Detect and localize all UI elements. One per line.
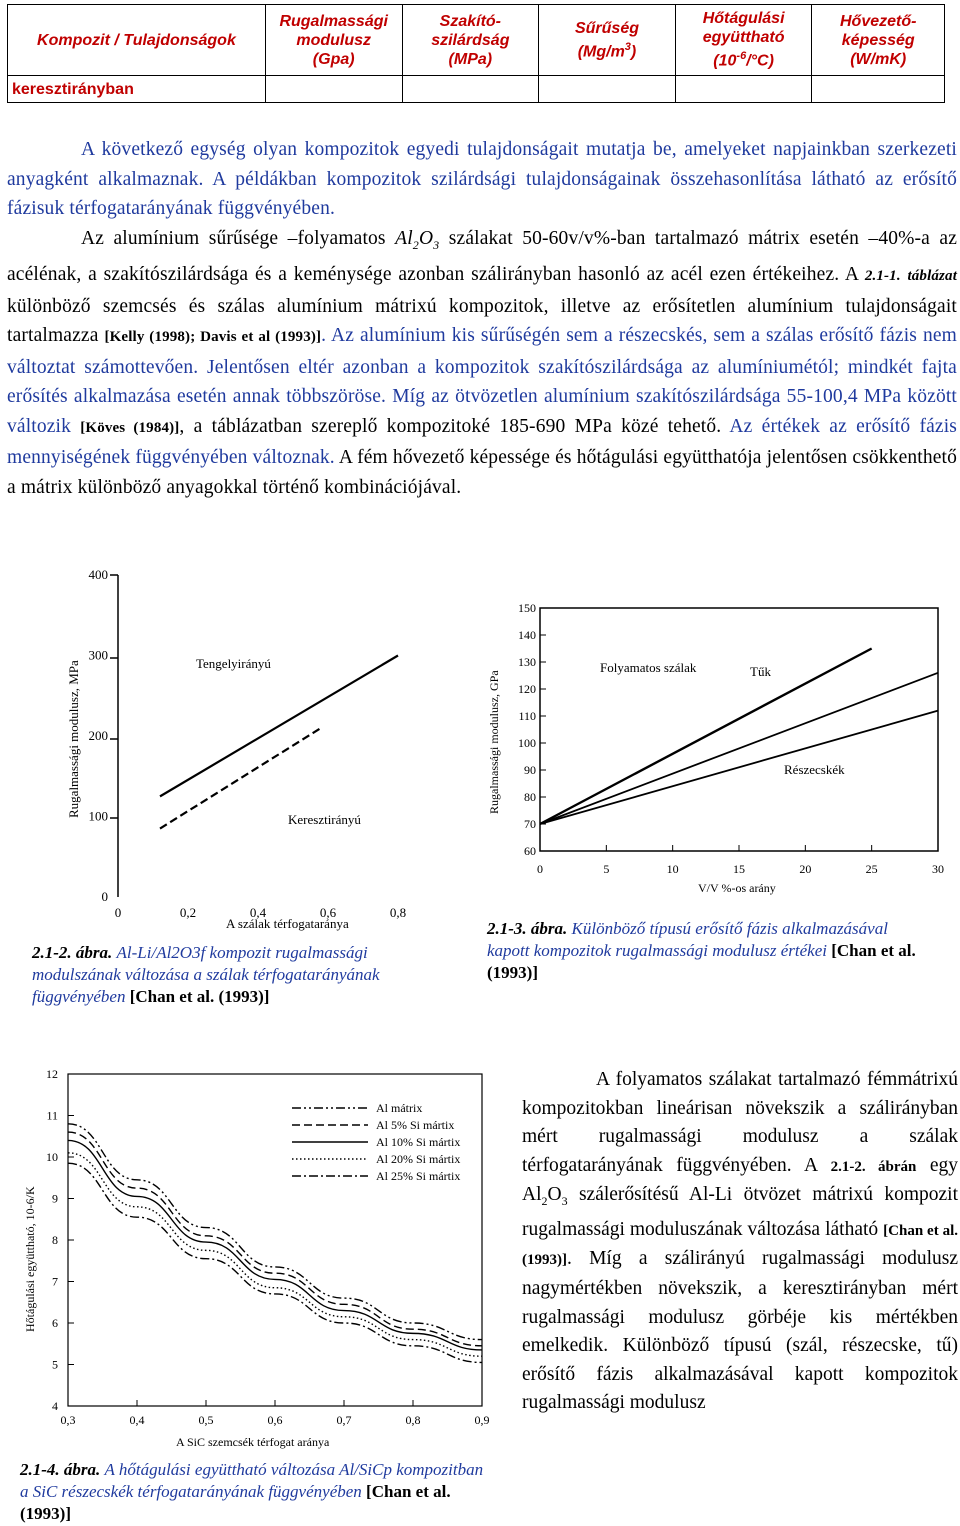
chart-2-label-continuous: Folyamatos szálak bbox=[600, 660, 697, 675]
chart-3-ytick-label: 11 bbox=[46, 1108, 58, 1123]
chart-3-ylabel: Hőtágulási együttható, 10-6/K bbox=[23, 1186, 37, 1332]
figure-2-1-2 bbox=[60, 560, 440, 940]
chart-3-yticks bbox=[46, 1067, 74, 1413]
chart-1-ylabel: Rugalmassági modulusz, MPa bbox=[66, 660, 81, 818]
chart-2-ylabel: Rugalmassági modulusz, GPa bbox=[487, 670, 501, 814]
chart-3-ytick-label: 7 bbox=[52, 1274, 58, 1289]
chart-1-ytick-label: 300 bbox=[88, 647, 108, 663]
table-row-label: keresztirányban bbox=[8, 76, 266, 103]
table-header-conductivity: Hővezető- képesség (W/mK) bbox=[812, 5, 945, 76]
chart-3-ytick-label: 5 bbox=[52, 1357, 58, 1372]
intro-paragraph: A következő egység olyan kompozitok egyedi tulajdonságait mutatja be, amelyeket napjainkban szerkezeti anyagként alkalmaznak. A példákban kompozitok szilárdsági tulajdonságainak összehasonlítása látható az erősítő fázisuk térfogatarányának függvényében. bbox=[7, 139, 957, 219]
chart-2-xtick-label: 30 bbox=[932, 862, 944, 876]
chart-3-legend-label-4: Al 25% Si mártix bbox=[376, 1169, 461, 1183]
chart-3-xtick-label: 0,7 bbox=[336, 1413, 352, 1427]
chart-2-label-particles: Részecskék bbox=[784, 762, 845, 777]
table-header-expansion: Hőtágulási együttható $(10^{-6}/^\circ C)$ bbox=[675, 5, 812, 76]
figure-2-1-3 bbox=[480, 596, 950, 906]
formula-al2o3: $Al_2O_3$ bbox=[395, 228, 440, 252]
properties-table bbox=[7, 4, 945, 103]
chart-2-ytick-label: 70 bbox=[524, 817, 536, 831]
figure-2-1-4 bbox=[0, 1062, 500, 1462]
table-header-strength: Szakító- szilárdság (MPa) bbox=[402, 5, 539, 76]
chart-1-series-label-transverse: Keresztirányú bbox=[288, 812, 361, 827]
chart-2-yticks bbox=[518, 601, 546, 858]
body-paragraph: Az alumínium sűrűsége –folyamatos $Al_2O_3$ szálakat 50-60v/v%-ban tartalmazó mátrix esetén –40%-a az acélénak, a szakítószilárdsága és a keménysége azonban szálirányban hasonló az acél ezen értékeihez. A 2.1-1. táblázat különböző szemcsés és szálas alumínium mátrixú kompozitok, illetve az erősítetlen alumínium tulajdonságait tartalmazza [Kelly (1998); Davis et al (1993)]. Az alumínium kis sűrűségén sem a részecskés, sem a szálas erősítő fázis nem változtat számottevően. Jelentősen eltér azonban a kompozitok szakítószilárdsága az alumíniumétól; mindkét fajta erősítés alkalmazása esetén annak többszöröse. Míg az ötvözetlen alumínium szakítószilárdsága 55-100,4 MPa között változik [Köves (1984)], a táblázatban szereplő kompozitoké 185-690 MPa közé tehető. Az értékek az erősítő fázis mennyiségének függvényében változnak. A fém hővezető képessége és hőtágulási együtthatója jelentősen csökkenthető a mátrix különböző anyagokkal történő kombinációjával. bbox=[7, 228, 958, 498]
chart-3-xtick-label: 0,8 bbox=[405, 1413, 421, 1427]
chart-1-series-label-axial: Tengelyirányú bbox=[196, 656, 271, 671]
chart-1-xlabel: A szálak térfogataránya bbox=[226, 916, 349, 931]
chart-3-xtick-label: 0,9 bbox=[474, 1413, 490, 1427]
chart-1-axes bbox=[110, 575, 118, 897]
chart-2-xtick-label: 20 bbox=[799, 862, 812, 876]
chart-1-xtick-label: 0,6 bbox=[319, 905, 337, 920]
chart-3-series-line-3 bbox=[68, 1153, 482, 1356]
chart-1-ytick-label: 0 bbox=[101, 889, 108, 904]
chart-1-ytick-label: 400 bbox=[88, 567, 108, 582]
chart-2-xlabel: V/V %-os arány bbox=[698, 881, 776, 895]
table-header-modulus: Rugalmassági modulusz (Gpa) bbox=[265, 5, 402, 76]
chart-2-xtick-label: 25 bbox=[865, 862, 878, 876]
chart-3-legend bbox=[292, 1101, 460, 1183]
chart-2-series-line-0 bbox=[540, 649, 872, 825]
figure-2-1-3-caption: 2.1-3. ábra. Különböző típusú erősítő fázis alkalmazásával kapott kompozitok rugalmassági modulusz értékei [Chan et al. (1993)] bbox=[487, 919, 916, 982]
chart-2-ytick-label: 140 bbox=[518, 628, 536, 642]
chart-2-xtick-label: 5 bbox=[603, 862, 610, 876]
chart-2-series-line-2 bbox=[540, 711, 938, 824]
chart-1-xtick-label: 0,2 bbox=[179, 905, 197, 920]
chart-2-ytick-label: 130 bbox=[518, 655, 536, 669]
chart-2-frame bbox=[540, 608, 938, 851]
chart-3-xtick-label: 0,3 bbox=[60, 1413, 76, 1427]
chart-1-lines bbox=[160, 656, 398, 829]
chart-3-legend-label-0: Al mátrix bbox=[376, 1101, 423, 1115]
chart-3-legend-label-1: Al 5% Si mártix bbox=[376, 1118, 455, 1132]
chart-3-series-line-4 bbox=[68, 1163, 482, 1362]
chart-3-xtick-label: 0,6 bbox=[267, 1413, 283, 1427]
chart-1-xtick-label: 0,8 bbox=[389, 905, 407, 920]
chart-2-xtick-label: 15 bbox=[733, 862, 745, 876]
chart-3-legend-label-2: Al 10% Si mártix bbox=[376, 1135, 461, 1149]
chart-3-ytick-label: 12 bbox=[46, 1067, 58, 1081]
chart-2-xtick-label: 10 bbox=[666, 862, 679, 876]
chart-3-ytick-label: 4 bbox=[52, 1399, 58, 1413]
chart-2-ytick-label: 120 bbox=[518, 682, 536, 696]
chart-2-xticks bbox=[537, 845, 944, 876]
chart-2-ytick-label: 80 bbox=[524, 790, 536, 804]
chart-3-xticks bbox=[61, 1400, 490, 1427]
table-header-composite: Kompozit / Tulajdonságok bbox=[8, 5, 266, 76]
chart-1-xtick-label: 0,4 bbox=[249, 905, 267, 920]
table-header-density: Sűrűség $(Mg/m^3)$ bbox=[539, 5, 676, 76]
chart-1-series-line-0 bbox=[160, 656, 398, 797]
chart-3-ytick-label: 8 bbox=[52, 1233, 58, 1247]
chart-3-ytick-label: 9 bbox=[52, 1191, 58, 1206]
chart-3-ytick-label: 6 bbox=[52, 1316, 58, 1330]
chart-1-ytick-label: 200 bbox=[88, 728, 108, 743]
chart-3-xtick-label: 0,4 bbox=[129, 1413, 145, 1427]
chart-3-ytick-label: 10 bbox=[46, 1150, 58, 1164]
chart-2-ytick-label: 60 bbox=[524, 844, 536, 858]
chart-2-series-line-1 bbox=[540, 673, 938, 824]
chart-2-ytick-label: 90 bbox=[524, 763, 536, 777]
formula-al2o3-right: $Al_2O_3$ bbox=[522, 1184, 568, 1209]
chart-1-ytick-label: 100 bbox=[88, 808, 108, 824]
chart-2-label-needles: Tűk bbox=[750, 664, 771, 679]
chart-2-ytick-label: 110 bbox=[518, 709, 536, 723]
chart-3-xlabel: A SiC szemcsék térfogat aránya bbox=[176, 1435, 330, 1449]
chart-2-xtick-label: 0 bbox=[537, 862, 543, 876]
chart-2-ytick-label: 100 bbox=[518, 736, 536, 750]
right-paragraph: A folyamatos szálakat tartalmazó fémmátrixú kompozitokban lineárisan növekszik a szálirányban mért rugalmassági modulusz a szálak térfogatarányának függvényében. A 2.1-2. ábrán egy $Al_2O_3$ szálerősítésű Al-Li ötvözet mátrixú kompozit rugalmassági moduluszának változása látható [Chan et al. (1993)]. Míg a szálirányú rugalmassági modulusz nagymértékben növekszik, a keresztirányban mért rugalmassági modulusz görbéje kis mértékben emelkedik. Különböző típusú (szál, részecske, tű) erősítő fázis alkalmazásával kapott kompozitok rugalmassági modulusz bbox=[522, 1069, 959, 1414]
figure-2-1-4-caption: 2.1-4. ábra. A hőtágulási együttható változása Al/SiCp kompozitban a SiC részecskék térfogatarányának függvényében [Chan et al. (1993)] bbox=[20, 1460, 484, 1523]
chart-2-ytick-label: 150 bbox=[518, 601, 536, 615]
chart-1-yticks bbox=[89, 567, 109, 904]
chart-3-legend-label-3: Al 20% Si mártix bbox=[376, 1152, 461, 1166]
chart-3-xtick-label: 0,5 bbox=[198, 1413, 214, 1427]
figure-2-1-2-caption: 2.1-2. ábra. Al-Li/Al2O3f kompozit rugalmassági modulszának változása a szálak térfogatarányának függvényében [Chan et al. (1993)] bbox=[32, 943, 380, 1006]
chart-1-xtick-label: 0 bbox=[114, 905, 122, 920]
